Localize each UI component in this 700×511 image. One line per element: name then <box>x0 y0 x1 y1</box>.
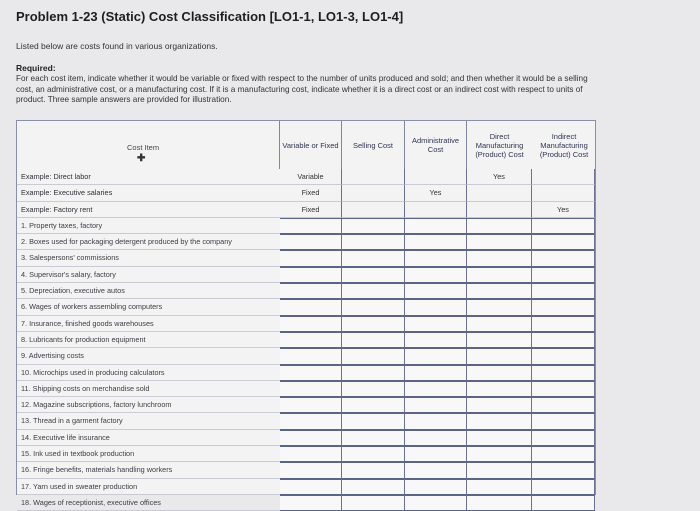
table-row <box>17 430 595 446</box>
answer-input-direct-manufacturing-cost[interactable] <box>467 299 532 315</box>
cost-item-label: 11. Shipping costs on merchandise sold <box>17 381 280 397</box>
table-row <box>17 397 595 413</box>
table-row <box>17 365 595 381</box>
answer-input-administrative-cost[interactable] <box>405 299 467 315</box>
answer-input-indirect-manufacturing-cost[interactable] <box>532 446 595 462</box>
answer-input-selling-cost[interactable] <box>342 381 405 397</box>
table-row <box>17 462 595 478</box>
table-row <box>17 348 595 364</box>
header-variable-or-fixed: Variable or Fixed <box>280 121 342 169</box>
answer-input-indirect-manufacturing-cost[interactable] <box>532 332 595 348</box>
answer-input-administrative-cost[interactable] <box>405 218 467 234</box>
sample-answer-variable-or-fixed: Variable <box>280 169 342 185</box>
answer-input-selling-cost[interactable] <box>342 250 405 266</box>
answer-input-indirect-manufacturing-cost[interactable] <box>532 462 595 478</box>
answer-input-selling-cost[interactable] <box>342 479 405 495</box>
cost-item-label: 3. Salespersons' commissions <box>17 250 280 266</box>
answer-input-direct-manufacturing-cost[interactable] <box>467 365 532 381</box>
answer-input-variable-or-fixed[interactable] <box>280 479 342 495</box>
example-row <box>17 169 595 185</box>
answer-input-administrative-cost[interactable] <box>405 397 467 413</box>
answer-input-direct-manufacturing-cost[interactable] <box>467 495 532 511</box>
answer-input-direct-manufacturing-cost[interactable] <box>467 462 532 478</box>
header-manufacturing-costs <box>467 121 597 169</box>
cost-item-label: 16. Fringe benefits, materials handling workers <box>17 462 280 478</box>
cost-item-label: 10. Microchips used in producing calculators <box>17 365 280 381</box>
cost-item-label: 4. Supervisor's salary, factory <box>17 267 280 283</box>
table-row <box>17 267 595 283</box>
answer-input-direct-manufacturing-cost[interactable] <box>467 348 532 364</box>
sample-answer-variable-or-fixed: Fixed <box>280 202 342 218</box>
answer-input-administrative-cost[interactable] <box>405 479 467 495</box>
answer-input-variable-or-fixed[interactable] <box>280 267 342 283</box>
sample-answer-direct-manufacturing-cost: Yes <box>467 169 532 185</box>
cost-item-label: 5. Depreciation, executive autos <box>17 283 280 299</box>
sample-answer-indirect-manufacturing-cost: Yes <box>532 202 595 218</box>
answer-input-variable-or-fixed[interactable] <box>280 381 342 397</box>
answer-input-direct-manufacturing-cost[interactable] <box>467 446 532 462</box>
cost-item-label: Example: Factory rent <box>17 202 280 218</box>
sample-answer-selling-cost <box>342 169 405 185</box>
answer-input-administrative-cost[interactable] <box>405 446 467 462</box>
answer-input-variable-or-fixed[interactable] <box>280 365 342 381</box>
table-row <box>17 316 595 332</box>
sample-answer-direct-manufacturing-cost <box>467 185 532 201</box>
sample-answer-administrative-cost <box>405 169 467 185</box>
answer-input-variable-or-fixed[interactable] <box>280 218 342 234</box>
answer-input-selling-cost[interactable] <box>342 316 405 332</box>
required-instructions: For each cost item, indicate whether it would be variable or fixed with respect to the number of units produced and sold; and then whether it would be a selling cost, an administrative cost, or a manufacturing cost. If it is a manufacturing cost, indicate whether it is a direct cost or an indirect cost with respect to units of product. Three sample answers are provided for illustration. <box>16 74 588 104</box>
answer-input-variable-or-fixed[interactable] <box>280 299 342 315</box>
cost-item-label: 7. Insurance, finished goods warehouses <box>17 316 280 332</box>
answer-input-direct-manufacturing-cost[interactable] <box>467 267 532 283</box>
example-row <box>17 185 595 201</box>
answer-input-indirect-manufacturing-cost[interactable] <box>532 234 595 250</box>
cost-item-label: 9. Advertising costs <box>17 348 280 364</box>
header-indirect-manufacturing-cost: Indirect Manufacturing (Product) Cost <box>539 132 589 159</box>
table-row <box>17 283 595 299</box>
answer-input-variable-or-fixed[interactable] <box>280 348 342 364</box>
answer-input-indirect-manufacturing-cost[interactable] <box>532 381 595 397</box>
answer-input-selling-cost[interactable] <box>342 495 405 511</box>
answer-input-direct-manufacturing-cost[interactable] <box>467 479 532 495</box>
sample-answer-direct-manufacturing-cost <box>467 202 532 218</box>
header-selling-cost: Selling Cost <box>342 121 405 169</box>
cost-classification-table <box>16 120 596 507</box>
problem-title: Problem 1-23 (Static) Cost Classification [LO1-1, LO1-3, LO1-4] <box>16 9 404 24</box>
answer-input-indirect-manufacturing-cost[interactable] <box>532 348 595 364</box>
table-row <box>17 250 595 266</box>
header-cost-item-label: Cost Item <box>127 143 160 152</box>
answer-input-indirect-manufacturing-cost[interactable] <box>532 430 595 446</box>
answer-input-administrative-cost[interactable] <box>405 332 467 348</box>
answer-input-selling-cost[interactable] <box>342 413 405 429</box>
answer-input-selling-cost[interactable] <box>342 299 405 315</box>
answer-input-administrative-cost[interactable] <box>405 267 467 283</box>
answer-input-indirect-manufacturing-cost[interactable] <box>532 479 595 495</box>
answer-input-selling-cost[interactable] <box>342 332 405 348</box>
answer-input-direct-manufacturing-cost[interactable] <box>467 397 532 413</box>
table-row <box>17 413 595 429</box>
header-administrative-cost: Administrative Cost <box>405 121 467 169</box>
answer-input-indirect-manufacturing-cost[interactable] <box>532 316 595 332</box>
cost-item-label: Example: Direct labor <box>17 169 280 185</box>
answer-input-variable-or-fixed[interactable] <box>280 462 342 478</box>
cost-item-label: 15. Ink used in textbook production <box>17 446 280 462</box>
answer-input-variable-or-fixed[interactable] <box>280 316 342 332</box>
sample-answer-selling-cost <box>342 185 405 201</box>
answer-input-indirect-manufacturing-cost[interactable] <box>532 218 595 234</box>
answer-input-direct-manufacturing-cost[interactable] <box>467 250 532 266</box>
cost-item-label: 2. Boxes used for packaging detergent produced by the company <box>17 234 280 250</box>
answer-input-selling-cost[interactable] <box>342 218 405 234</box>
answer-input-administrative-cost[interactable] <box>405 495 467 511</box>
table-row <box>17 479 595 495</box>
cost-item-label: 14. Executive life insurance <box>17 430 280 446</box>
answer-input-variable-or-fixed[interactable] <box>280 250 342 266</box>
move-cross-icon[interactable]: ✚ <box>137 153 146 164</box>
answer-input-indirect-manufacturing-cost[interactable] <box>532 299 595 315</box>
sample-answer-selling-cost <box>342 202 405 218</box>
answer-input-direct-manufacturing-cost[interactable] <box>467 316 532 332</box>
sample-answer-variable-or-fixed: Fixed <box>280 185 342 201</box>
header-direct-manufacturing-cost: Direct Manufacturing (Product) Cost <box>475 132 524 159</box>
answer-input-administrative-cost[interactable] <box>405 250 467 266</box>
answer-input-indirect-manufacturing-cost[interactable] <box>532 250 595 266</box>
table-row <box>17 332 595 348</box>
answer-input-indirect-manufacturing-cost[interactable] <box>532 365 595 381</box>
sample-answer-indirect-manufacturing-cost <box>532 185 595 201</box>
answer-input-selling-cost[interactable] <box>342 267 405 283</box>
answer-input-direct-manufacturing-cost[interactable] <box>467 332 532 348</box>
answer-input-selling-cost[interactable] <box>342 234 405 250</box>
answer-input-indirect-manufacturing-cost[interactable] <box>532 283 595 299</box>
cost-item-label: 8. Lubricants for production equipment <box>17 332 280 348</box>
answer-input-administrative-cost[interactable] <box>405 462 467 478</box>
answer-input-direct-manufacturing-cost[interactable] <box>467 430 532 446</box>
answer-input-selling-cost[interactable] <box>342 348 405 364</box>
answer-input-direct-manufacturing-cost[interactable] <box>467 413 532 429</box>
header-cost-item <box>17 121 280 169</box>
table-row <box>17 234 595 250</box>
table-row <box>17 218 595 234</box>
cost-item-label: 1. Property taxes, factory <box>17 218 280 234</box>
answer-input-direct-manufacturing-cost[interactable] <box>467 283 532 299</box>
table-row <box>17 495 595 511</box>
answer-input-direct-manufacturing-cost[interactable] <box>467 381 532 397</box>
answer-input-selling-cost[interactable] <box>342 365 405 381</box>
cost-item-label: Example: Executive salaries <box>17 185 280 201</box>
answer-input-variable-or-fixed[interactable] <box>280 430 342 446</box>
table-row <box>17 299 595 315</box>
sample-answer-administrative-cost: Yes <box>405 185 467 201</box>
answer-input-administrative-cost[interactable] <box>405 413 467 429</box>
intro-text: Listed below are costs found in various organizations. <box>16 41 218 51</box>
answer-input-indirect-manufacturing-cost[interactable] <box>532 267 595 283</box>
example-row <box>17 202 595 218</box>
answer-input-variable-or-fixed[interactable] <box>280 446 342 462</box>
answer-input-administrative-cost[interactable] <box>405 316 467 332</box>
answer-input-administrative-cost[interactable] <box>405 283 467 299</box>
answer-input-variable-or-fixed[interactable] <box>280 413 342 429</box>
answer-input-administrative-cost[interactable] <box>405 348 467 364</box>
table-body <box>17 169 595 511</box>
required-label: Required: <box>16 63 56 73</box>
answer-input-indirect-manufacturing-cost[interactable] <box>532 413 595 429</box>
answer-input-administrative-cost[interactable] <box>405 381 467 397</box>
answer-input-variable-or-fixed[interactable] <box>280 234 342 250</box>
sample-answer-indirect-manufacturing-cost <box>532 169 595 185</box>
answer-input-variable-or-fixed[interactable] <box>280 495 342 511</box>
answer-input-selling-cost[interactable] <box>342 397 405 413</box>
answer-input-selling-cost[interactable] <box>342 446 405 462</box>
cost-item-label: 13. Thread in a garment factory <box>17 413 280 429</box>
answer-input-administrative-cost[interactable] <box>405 430 467 446</box>
cost-item-label: 6. Wages of workers assembling computers <box>17 299 280 315</box>
answer-input-variable-or-fixed[interactable] <box>280 397 342 413</box>
answer-input-indirect-manufacturing-cost[interactable] <box>532 495 595 511</box>
cost-item-label: 17. Yarn used in sweater production <box>17 479 280 495</box>
cost-item-label: 12. Magazine subscriptions, factory lunchroom <box>17 397 280 413</box>
answer-input-selling-cost[interactable] <box>342 283 405 299</box>
sample-answer-administrative-cost <box>405 202 467 218</box>
table-row <box>17 446 595 462</box>
answer-input-selling-cost[interactable] <box>342 462 405 478</box>
cost-item-label: 18. Wages of receptionist, executive offices <box>17 495 280 511</box>
answer-input-administrative-cost[interactable] <box>405 365 467 381</box>
answer-input-administrative-cost[interactable] <box>405 234 467 250</box>
answer-input-variable-or-fixed[interactable] <box>280 332 342 348</box>
answer-input-indirect-manufacturing-cost[interactable] <box>532 397 595 413</box>
table-row <box>17 381 595 397</box>
answer-input-selling-cost[interactable] <box>342 430 405 446</box>
answer-input-direct-manufacturing-cost[interactable] <box>467 218 532 234</box>
answer-input-direct-manufacturing-cost[interactable] <box>467 234 532 250</box>
answer-input-variable-or-fixed[interactable] <box>280 283 342 299</box>
